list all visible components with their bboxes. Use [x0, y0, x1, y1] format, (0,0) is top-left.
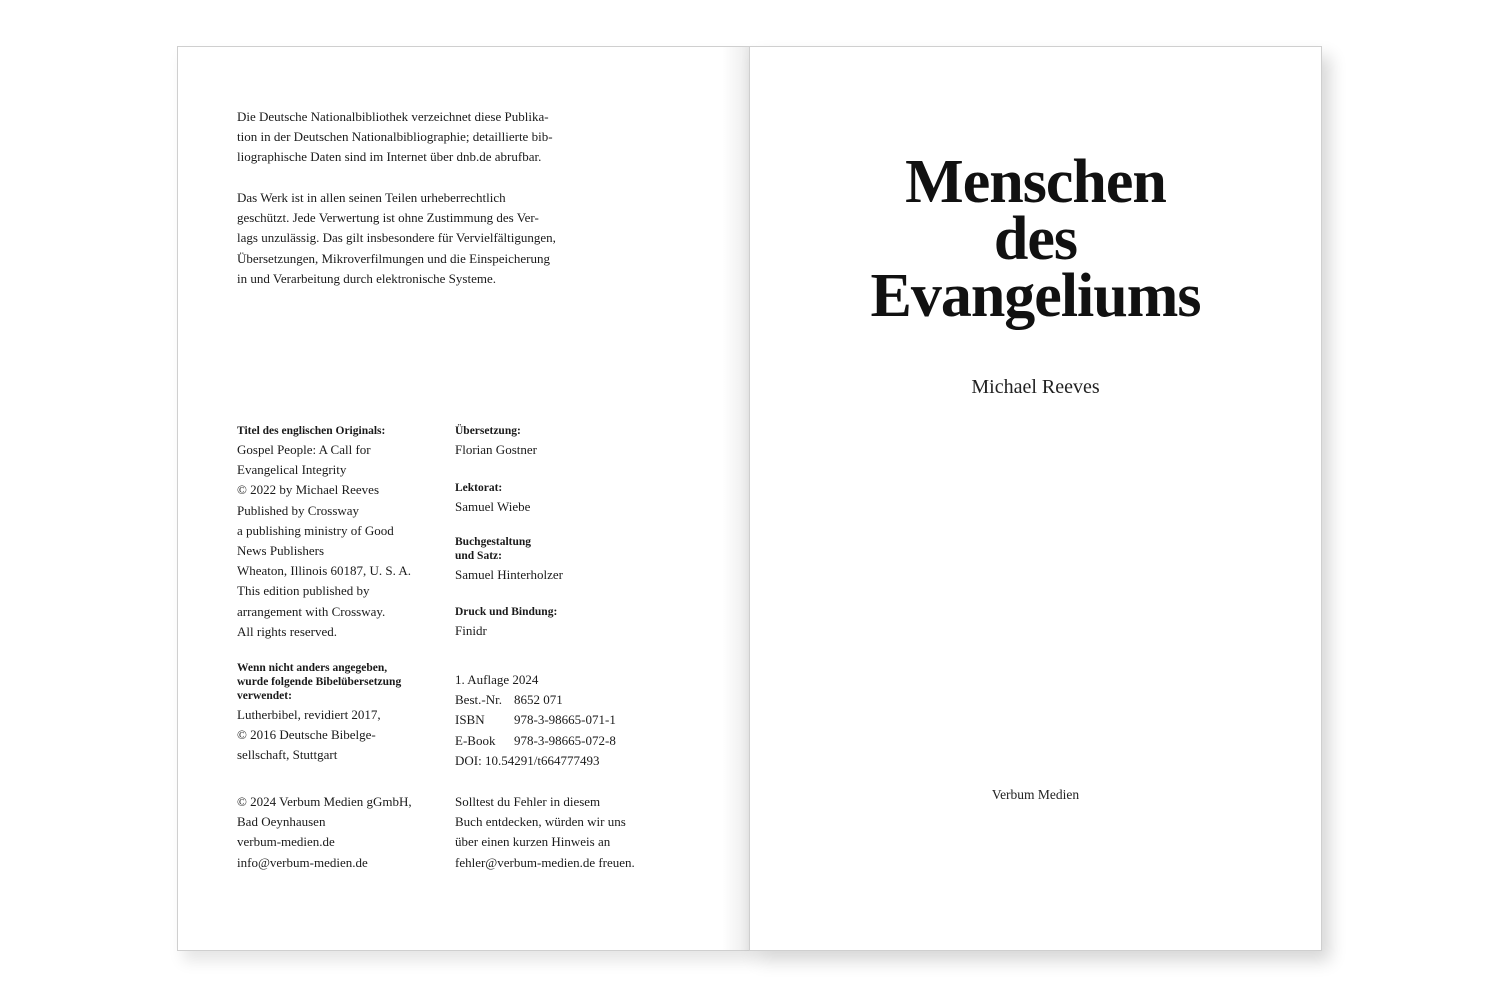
editing-block — [455, 481, 530, 517]
identifier-row-ebook — [455, 731, 616, 751]
original-title-label: Titel des englischen Originals: — [237, 425, 386, 437]
original-title-block — [237, 424, 411, 642]
identifier-value: 978-3-98665-072-8 — [514, 732, 616, 748]
book-publisher: Verbum Medien — [991, 787, 1080, 802]
identifier-key: E-Book — [455, 732, 496, 748]
errata-notice: Solltest du Fehler in diesem Buch entdecken, würden wir uns über einen kurzen Hinweis an fehler@verbum-medien.de freuen. — [455, 794, 635, 870]
edition-text: 1. Auflage 2024 — [455, 672, 539, 687]
gutter-shadow — [722, 47, 749, 950]
book-spread — [177, 46, 1322, 953]
dnb-notice: Die Deutsche Nationalbibliothek verzeichnet diese Publika- tion in der Deutschen Nationalbibliographie; detaillierte bib- liographische Daten sind im Internet über dnb.de abrufbar. — [237, 109, 553, 165]
original-title-text: Gospel People: A Call for Evangelical Integrity © 2022 by Michael Reeves Published by Crossway a publishing ministry of Good News Publishers Wheaton, Illinois 60187, U. S. A. This edition published by arrangement with Crossway. All rights reserved. — [237, 442, 412, 639]
title-line-3: Evangeliums — [870, 262, 1201, 330]
printing-text: Finidr — [455, 623, 487, 638]
identifier-row-order-number — [455, 690, 616, 710]
identifier-value: 8652 071 — [514, 692, 563, 708]
printing-label: Druck und Bindung: — [455, 606, 558, 618]
bible-translation-label: Wenn nicht anders angegeben, wurde folgende Bibelübersetzung verwendet: — [237, 662, 402, 702]
identifier-value: 978-3-98665-071-1 — [514, 712, 616, 728]
translation-text: Florian Gostner — [455, 442, 537, 457]
translation-label: Übersetzung: — [455, 425, 521, 437]
identifier-key: ISBN — [455, 712, 485, 728]
title-line-2: des — [993, 205, 1078, 273]
book-title — [749, 148, 1322, 330]
design-label: Buchgestaltung und Satz: — [455, 536, 532, 562]
copyright-notice: Das Werk ist in allen seinen Teilen urheberrechtlich geschützt. Jede Verwertung ist ohne Zustimmung des Ver- lags unzulässig. Das gilt insbesondere für Vervielfältigungen, Übersetzungen, Mikroverfilmungen und die Einspeicherung in und Verarbeitung durch elektronische Systeme. — [237, 190, 556, 286]
publisher-info: © 2024 Verbum Medien gGmbH, Bad Oeynhausen verbum-medien.de info@verbum-medien.de — [237, 794, 412, 870]
design-text: Samuel Hinterholzer — [455, 567, 563, 582]
bible-translation-block — [237, 661, 401, 766]
identifier-row-isbn — [455, 710, 616, 730]
doi-text: DOI: 10.54291/t664777493 — [455, 752, 600, 768]
design-block — [455, 535, 563, 585]
translation-block — [455, 424, 537, 460]
printing-block — [455, 605, 557, 641]
editing-label: Lektorat: — [455, 482, 503, 494]
bible-translation-text: Lutherbibel, revidiert 2017, © 2016 Deutsche Bibelge- sellschaft, Stuttgart — [237, 707, 381, 763]
identifier-key: Best.-Nr. — [455, 692, 502, 708]
editing-text: Samuel Wiebe — [455, 499, 531, 514]
title-line-1: Menschen — [905, 148, 1166, 216]
book-author: Michael Reeves — [971, 376, 1100, 398]
edition-block — [455, 670, 616, 771]
